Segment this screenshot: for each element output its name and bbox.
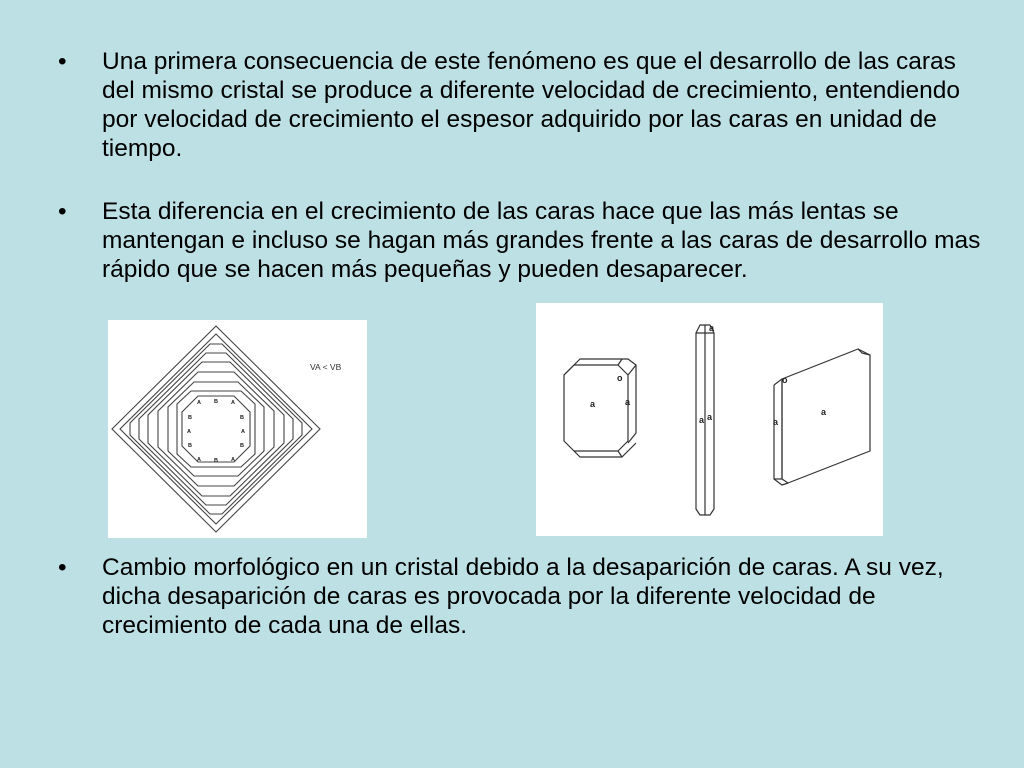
tabular-plate-crystal — [774, 349, 870, 485]
face-label-a: A — [197, 457, 201, 463]
octagon-ring — [130, 344, 302, 514]
octagon-ring — [158, 372, 274, 486]
face-label-b: B — [188, 443, 192, 449]
bullet-marker: • — [58, 48, 67, 75]
cube-edge — [628, 365, 636, 375]
face-label-b: B — [188, 415, 192, 421]
bullet-paragraph-3 — [58, 553, 978, 643]
face-label-a: a — [773, 417, 779, 427]
crystal-habits-diagram — [536, 303, 883, 536]
bullet-marker: • — [58, 554, 67, 581]
cube-edge — [618, 359, 622, 365]
octagon-ring — [139, 353, 293, 505]
face-label-b: B — [240, 443, 244, 449]
face-label-b: B — [214, 458, 218, 464]
face-label-b: B — [214, 399, 218, 405]
inner-octagon — [182, 396, 250, 462]
face-label-a: a — [821, 407, 827, 417]
face-label-a: a — [709, 323, 715, 333]
face-label-a: A — [187, 429, 191, 435]
crystal-habits-svg — [536, 303, 883, 536]
cube-edge — [618, 451, 622, 457]
bullet-paragraph-2 — [58, 197, 981, 317]
face-label-o: o — [617, 373, 623, 383]
bullet-paragraph-1 — [58, 47, 978, 167]
cube-bottom-edge — [574, 443, 636, 457]
outer-square-ring — [112, 326, 320, 532]
bullet-marker: • — [58, 198, 67, 225]
plate-edge — [774, 379, 782, 385]
plate-side — [774, 385, 788, 485]
face-label-a: a — [699, 415, 705, 425]
face-label-a: A — [231, 457, 235, 463]
velocity-relation-label: VA < VB — [310, 362, 342, 372]
growth-rings-svg — [108, 320, 367, 538]
face-label-b: B — [240, 415, 244, 421]
bullet-text: Cambio morfológico en un cristal debido a la desaparición de caras. A su vez, dicha desaparición de caras es provocada por la diferente velocidad de crecimiento de cada una de ellas. — [102, 554, 944, 639]
crystal-growth-diagram — [108, 320, 367, 538]
face-label-a: a — [707, 412, 713, 422]
truncated-cube-crystal — [564, 359, 636, 457]
face-label-o: o — [782, 375, 788, 385]
face-label-a: A — [241, 429, 245, 435]
face-label-a: a — [625, 397, 631, 407]
face-label-a: a — [590, 399, 596, 409]
cube-edge — [564, 365, 574, 375]
face-label-a: A — [197, 400, 201, 406]
bullet-text: Esta diferencia en el crecimiento de las caras hace que las más lentas se mantengan e incluso se hagan más grandes frente a las caras de desarrollo mas rápido que se hacen más pequeñas y pueden desaparecer. — [102, 198, 981, 283]
bullet-text: Una primera consecuencia de este fenómeno es que el desarrollo de las caras del mismo cristal se produce a diferente velocidad de crecimiento, entendiendo por velocidad de crecimiento el espesor adquirido por las caras en unidad de tiempo. — [102, 48, 960, 162]
face-label-a: A — [231, 400, 235, 406]
